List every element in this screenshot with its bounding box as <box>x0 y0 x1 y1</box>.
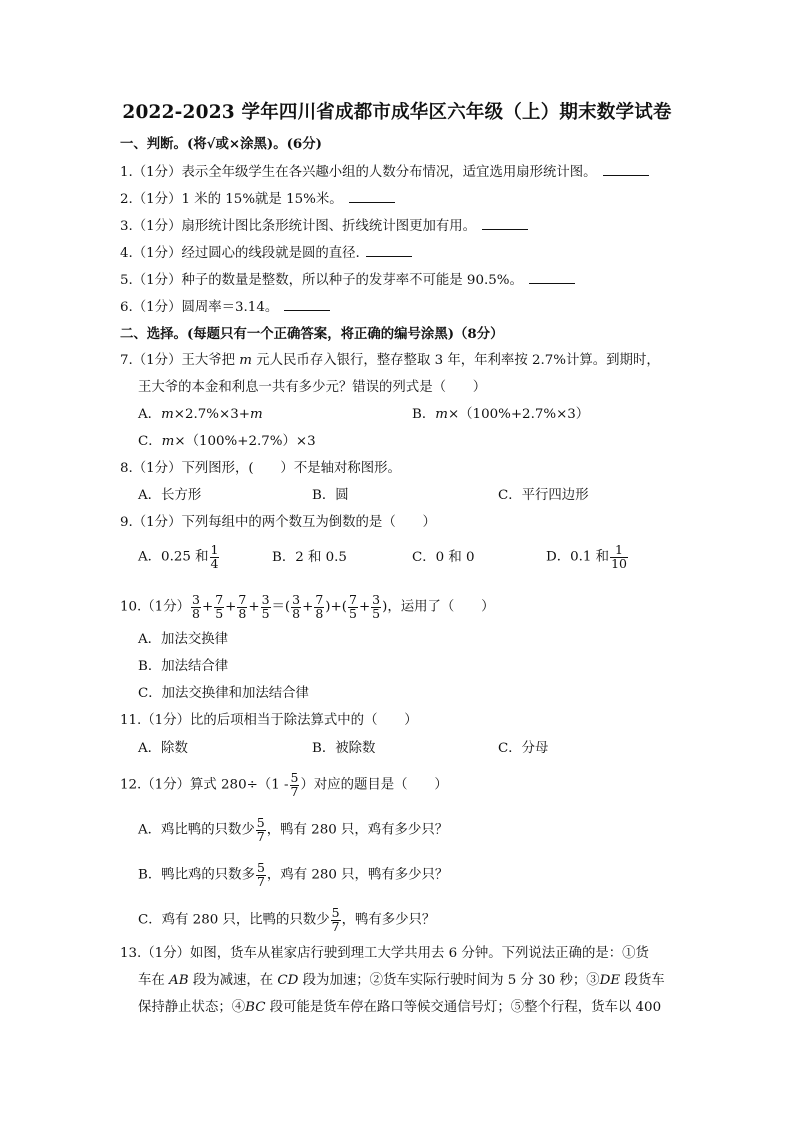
segment-de: DE <box>599 973 621 988</box>
left-paren: ( <box>341 599 347 615</box>
option-7b-text: ×（100%+2.7%×3） <box>447 407 590 422</box>
variable-m: m <box>239 353 252 368</box>
denominator: 10 <box>611 555 627 571</box>
question-3 <box>120 216 528 237</box>
denominator: 7 <box>290 783 299 799</box>
question-2 <box>120 189 395 210</box>
numerator: 5 <box>256 815 265 830</box>
option-7b-label: B． <box>412 407 436 422</box>
fraction-5-7 <box>256 862 266 888</box>
q13-text: 段为加速；②货车实际行驶时间为 5 分 30 秒；③ <box>298 973 600 988</box>
question-6 <box>120 297 330 318</box>
denominator: 8 <box>292 605 301 621</box>
option-8c[interactable]: C．平行四边形 <box>498 488 589 503</box>
option-11c[interactable]: C．分母 <box>498 741 549 756</box>
option-7a-text: ×2.7%×3+ <box>173 407 250 422</box>
denominator: 8 <box>238 605 247 621</box>
q13-text: 车在 <box>138 973 170 988</box>
option-12c-text-b: ，鸭有多少只？ <box>341 912 436 928</box>
answer-blank-4[interactable] <box>366 243 412 257</box>
answer-blank-5[interactable] <box>529 270 575 284</box>
fraction <box>237 594 247 620</box>
question-10 <box>120 594 494 620</box>
question-9: 9.（1分）下列每组中的两个数互为倒数的是（ ） <box>120 515 436 530</box>
denominator: 4 <box>210 555 219 571</box>
segment-ab: AB <box>169 973 189 988</box>
option-12c-text-a: C．鸡有 280 只，比鸭的只数少 <box>138 912 330 928</box>
question-5 <box>120 270 575 291</box>
fraction <box>261 594 271 620</box>
question-1-text: 1.（1分）表示全年级学生在各兴趣小组的人数分布情况，适宜选用扇形统计图。 <box>120 165 597 180</box>
answer-blank-1[interactable] <box>603 162 649 176</box>
right-paren: ) <box>325 599 331 615</box>
question-10-label: 10.（1分） <box>120 599 190 615</box>
option-9d-text: D．0.1 和 <box>546 549 610 565</box>
answer-blank-2[interactable] <box>349 189 395 203</box>
fraction <box>314 594 324 620</box>
fraction <box>214 594 224 620</box>
variable-m: m <box>249 407 263 422</box>
plus-sign: + <box>201 599 214 615</box>
denominator: 8 <box>192 605 200 621</box>
denominator: 8 <box>315 605 324 621</box>
option-7b[interactable] <box>412 405 589 425</box>
fraction-5-7 <box>256 817 266 843</box>
q13-text: 段可能是货车停在路口等候交通信号灯；⑤整个行程，货车以 400 <box>265 1000 662 1015</box>
option-9c[interactable]: C．0 和 0 <box>412 550 475 565</box>
numerator: 3 <box>192 592 200 607</box>
variable-m: m <box>435 407 448 422</box>
option-11b[interactable]: B．被除数 <box>312 741 376 756</box>
q13-text: 保持静止状态；④ <box>138 1000 246 1015</box>
denominator: 7 <box>256 873 265 889</box>
plus-sign: + <box>330 599 342 615</box>
fraction-5-7 <box>331 907 341 933</box>
numerator: 5 <box>290 770 299 785</box>
question-7-text-b: 元人民币存入银行，整存整取 3 年，年利率按 2.7%计算。到期时， <box>252 353 660 368</box>
option-8a[interactable]: A．长方形 <box>138 488 202 503</box>
denominator: 5 <box>372 605 381 621</box>
option-12c[interactable] <box>138 907 435 933</box>
option-12b[interactable] <box>138 862 448 888</box>
question-6-text: 6.（1分）圆周率＝3.14。 <box>120 300 279 315</box>
option-12a[interactable] <box>138 817 448 843</box>
denominator: 5 <box>261 605 270 621</box>
option-9a-text: A．0.25 和 <box>138 549 209 565</box>
fraction <box>348 594 358 620</box>
option-12b-text-b: ，鸡有 280 只，鸭有多少只？ <box>266 867 449 883</box>
section-heading-choice: 二、选择。(每题只有一个正确答案，将正确的编号涂黑)（8分） <box>120 326 504 342</box>
fraction-1-10 <box>610 544 628 570</box>
question-7-text-a: 7.（1分）王大爷把 <box>120 353 240 368</box>
fraction-1-4 <box>210 544 220 570</box>
section-heading-judgement: 一、判断。(将√或×涂黑)。(6分) <box>120 136 322 152</box>
option-12b-text-a: B．鸭比鸡的只数多 <box>138 867 255 883</box>
numerator: 1 <box>615 542 623 557</box>
numerator: 7 <box>348 592 357 607</box>
option-9d[interactable] <box>546 544 629 570</box>
numerator: 1 <box>210 542 219 557</box>
numerator: 7 <box>215 592 224 607</box>
segment-cd: CD <box>277 973 299 988</box>
fraction <box>371 594 381 620</box>
option-11a[interactable]: A．除数 <box>138 741 188 756</box>
q13-text: 段为减速，在 <box>188 973 278 988</box>
question-13-line-3 <box>138 998 661 1018</box>
numerator: 7 <box>315 592 324 607</box>
option-7c-label: C． <box>138 434 162 449</box>
option-12a-text-a: A．鸡比鸭的只数少 <box>138 822 255 838</box>
numerator: 3 <box>292 592 301 607</box>
option-7a-label: A． <box>138 407 162 422</box>
question-4-text: 4.（1分）经过圆心的线段就是圆的直径. <box>120 246 360 261</box>
numerator: 7 <box>238 592 247 607</box>
denominator: 5 <box>215 605 224 621</box>
equals-sign: ＝ <box>271 599 285 615</box>
plus-sign: + <box>225 599 237 615</box>
segment-bc: BC <box>245 1000 266 1015</box>
question-4 <box>120 243 412 264</box>
variable-m: m <box>161 407 174 422</box>
plus-sign: + <box>358 599 371 615</box>
denominator: 5 <box>348 605 357 621</box>
option-10c[interactable]: C．加法交换律和加法结合律 <box>138 686 309 701</box>
numerator: 3 <box>261 592 270 607</box>
question-13-line-2 <box>138 971 665 991</box>
question-7-line-1 <box>120 351 660 371</box>
option-12a-text-b: ，鸭有 280 只，鸡有多少只？ <box>266 822 449 838</box>
question-13-line-1: 13.（1分）如图，货车从崔家店行驶到理工大学共用去 6 分钟。下列说法正确的是：①货 <box>120 946 649 961</box>
option-9a[interactable] <box>138 544 220 570</box>
option-7c[interactable] <box>138 432 316 452</box>
answer-blank-6[interactable] <box>284 297 330 311</box>
question-10-tail: ，运用了（ ） <box>387 599 495 615</box>
option-7a[interactable] <box>138 405 263 425</box>
option-10a[interactable]: A．加法交换律 <box>138 632 229 647</box>
option-10b[interactable]: B．加法结合律 <box>138 659 229 674</box>
denominator: 7 <box>256 828 265 844</box>
numerator: 3 <box>372 592 381 607</box>
question-12-text-a: 12.（1分）算式 280÷（1 - <box>120 777 289 793</box>
question-12 <box>120 772 448 798</box>
question-1 <box>120 162 649 183</box>
page-title: 2022-2023 学年四川省成都市成华区六年级（上）期末数学试卷 <box>122 102 672 123</box>
right-paren: ) <box>382 599 388 615</box>
denominator: 7 <box>331 918 340 934</box>
left-paren: ( <box>284 599 291 615</box>
option-9b[interactable]: B．2 和 0.5 <box>272 550 347 565</box>
q13-text: 段货车 <box>620 973 665 988</box>
fraction <box>191 594 201 620</box>
fraction-5-7 <box>290 772 300 798</box>
question-7-line-2: 王大爷的本金和利息一共有多少元？错误的列式是（ ） <box>138 380 487 395</box>
question-2-text: 2.（1分）1 米的 15%就是 15%米。 <box>120 192 343 207</box>
numerator: 5 <box>256 860 265 875</box>
question-5-text: 5.（1分）种子的数量是整数，所以种子的发芽率不可能是 90.5%。 <box>120 273 523 288</box>
fraction <box>291 594 301 620</box>
question-12-text-b: ）对应的题目是（ ） <box>300 777 448 793</box>
numerator: 5 <box>331 905 340 920</box>
plus-sign: + <box>302 599 314 615</box>
variable-m: m <box>161 434 175 449</box>
question-11: 11.（1分）比的后项相当于除法算式中的（ ） <box>120 713 418 728</box>
question-3-text: 3.（1分）扇形统计图比条形统计图、折线统计图更加有用。 <box>120 219 477 234</box>
answer-blank-3[interactable] <box>482 216 528 230</box>
plus-sign: + <box>248 599 260 615</box>
option-8b[interactable]: B．圆 <box>312 488 349 503</box>
question-8: 8.（1分）下列图形，( ）不是轴对称图形。 <box>120 461 401 476</box>
option-7c-text: ×（100%+2.7%）×3 <box>174 434 316 449</box>
